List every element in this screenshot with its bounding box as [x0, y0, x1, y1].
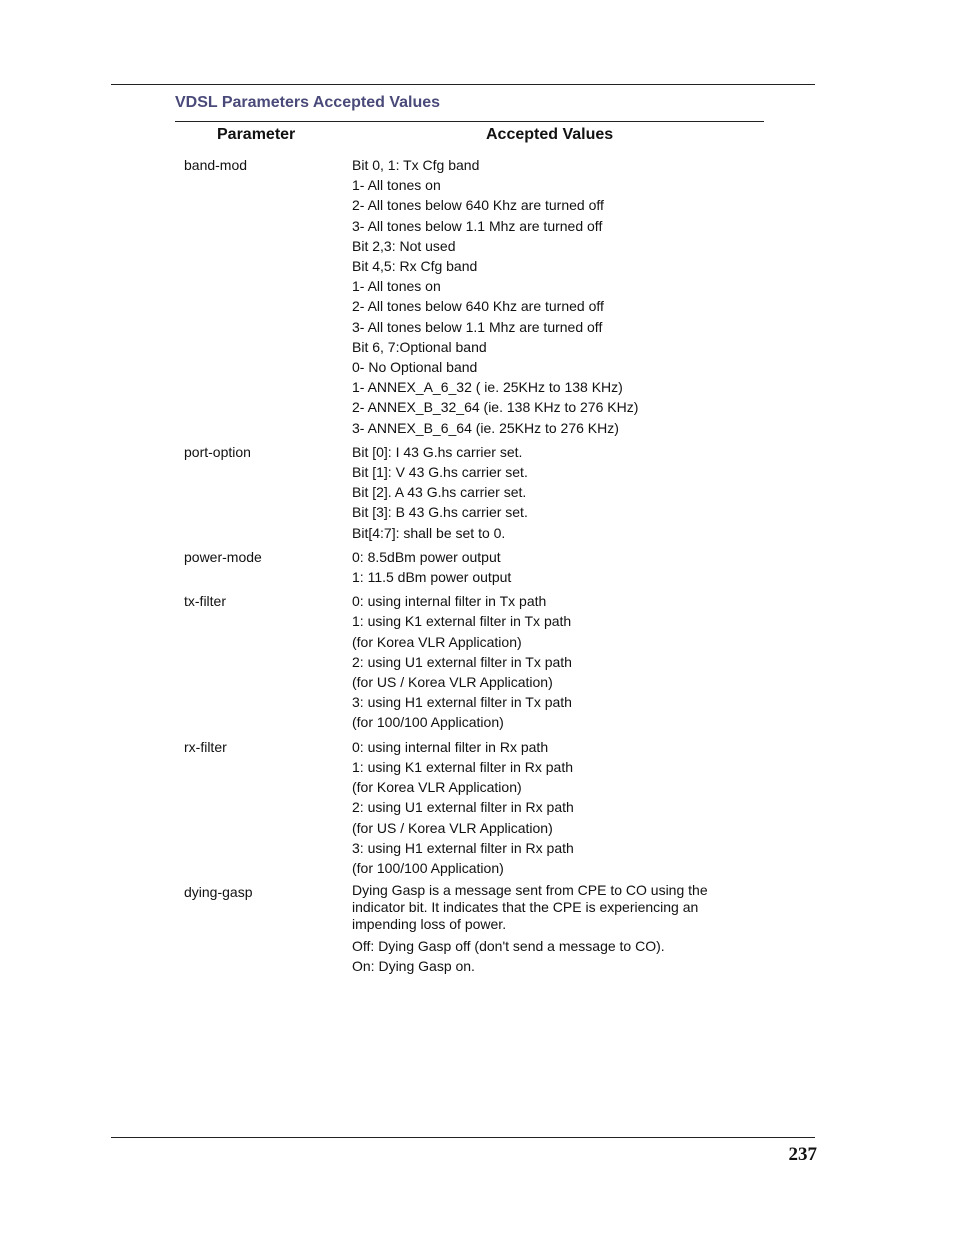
value-line: 1: using K1 external filter in Tx path — [352, 613, 572, 630]
value-line: 3- All tones below 1.1 Mhz are turned off — [352, 318, 603, 335]
value-line: Bit[4:7]: shall be set to 0. — [352, 524, 506, 541]
table-row-band-mod — [184, 155, 764, 438]
value-line: 1: using K1 external filter in Rx path — [352, 758, 574, 775]
value-line: Bit 2,3: Not used — [352, 237, 456, 254]
value-line: Bit [2]. A 43 G.hs carrier set. — [352, 484, 527, 501]
parameter-name: rx-filter — [184, 738, 227, 755]
value-line: 1- All tones on — [352, 177, 441, 194]
value-line: 0: using internal filter in Tx path — [352, 593, 547, 610]
value-line: (for Korea VLR Application) — [352, 779, 522, 796]
value-line: (for US / Korea VLR Application) — [352, 674, 553, 691]
accepted-values — [352, 737, 764, 878]
table-row-power-mode — [184, 547, 764, 587]
value-line: 3: using H1 external filter in Tx path — [352, 694, 572, 711]
table-row-rx-filter — [184, 737, 764, 878]
value-line: 3- All tones below 1.1 Mhz are turned off — [352, 217, 603, 234]
section-title: VDSL Parameters Accepted Values — [175, 94, 441, 111]
value-line: Bit [3]: B 43 G.hs carrier set. — [352, 504, 528, 521]
parameter-name: tx-filter — [184, 593, 226, 610]
page-number: 237 — [788, 1144, 817, 1165]
value-line: On: Dying Gasp on. — [352, 958, 475, 975]
value-description: Dying Gasp is a message sent from CPE to CO using the indicator bit. It indicates that the CPE is experiencing an impending loss of power. — [352, 882, 708, 933]
value-line: Bit 4,5: Rx Cfg band — [352, 258, 478, 275]
parameter-name: band-mod — [184, 157, 248, 173]
table-row-port-option — [184, 442, 764, 543]
value-line: 2- ANNEX_B_32_64 (ie. 138 KHz to 276 KHz) — [352, 399, 639, 416]
value-line: (for Korea VLR Application) — [352, 633, 522, 650]
accepted-values — [352, 442, 764, 543]
accepted-values — [352, 547, 764, 587]
table-row-dying-gasp — [184, 882, 764, 976]
value-line: 0- No Optional band — [352, 359, 478, 376]
parameter-name: power-mode — [184, 548, 262, 565]
header-rule — [111, 84, 815, 85]
value-line: Off: Dying Gasp off (don't send a message to CO). — [352, 938, 665, 955]
footer-rule — [111, 1137, 815, 1138]
value-line: Bit [0]: I 43 G.hs carrier set. — [352, 443, 523, 460]
value-line: 1- All tones on — [352, 278, 441, 295]
value-line: Bit 6, 7:Optional band — [352, 338, 487, 355]
value-line: (for 100/100 Application) — [352, 859, 504, 876]
value-line: Bit [1]: V 43 G.hs carrier set. — [352, 464, 528, 481]
column-header-accepted-values: Accepted Values — [486, 126, 614, 143]
value-line: 3- ANNEX_B_6_64 (ie. 25KHz to 276 KHz) — [352, 419, 619, 436]
value-line: Bit 0, 1: Tx Cfg band — [352, 157, 480, 173]
parameter-name: dying-gasp — [184, 884, 253, 901]
value-line: (for 100/100 Application) — [352, 714, 504, 731]
parameter-name: port-option — [184, 443, 251, 460]
value-line: 0: using internal filter in Rx path — [352, 738, 549, 755]
column-header-parameter: Parameter — [217, 126, 296, 143]
value-line: 1- ANNEX_A_6_32 ( ie. 25KHz to 138 KHz) — [352, 379, 623, 396]
table-top-rule — [175, 121, 764, 122]
value-line: 0: 8.5dBm power output — [352, 548, 501, 565]
value-line: 1: 11.5 dBm power output — [352, 569, 512, 586]
accepted-values — [352, 882, 764, 976]
parameters-table — [184, 155, 764, 981]
value-line: (for US / Korea VLR Application) — [352, 819, 553, 836]
accepted-values — [352, 591, 764, 732]
accepted-values — [352, 155, 764, 438]
value-line: 3: using H1 external filter in Rx path — [352, 839, 574, 856]
value-line: 2: using U1 external filter in Tx path — [352, 653, 572, 670]
value-line: 2: using U1 external filter in Rx path — [352, 799, 574, 816]
table-row-tx-filter — [184, 591, 764, 732]
value-line: 2- All tones below 640 Khz are turned off — [352, 197, 604, 214]
value-line: 2- All tones below 640 Khz are turned off — [352, 298, 604, 315]
